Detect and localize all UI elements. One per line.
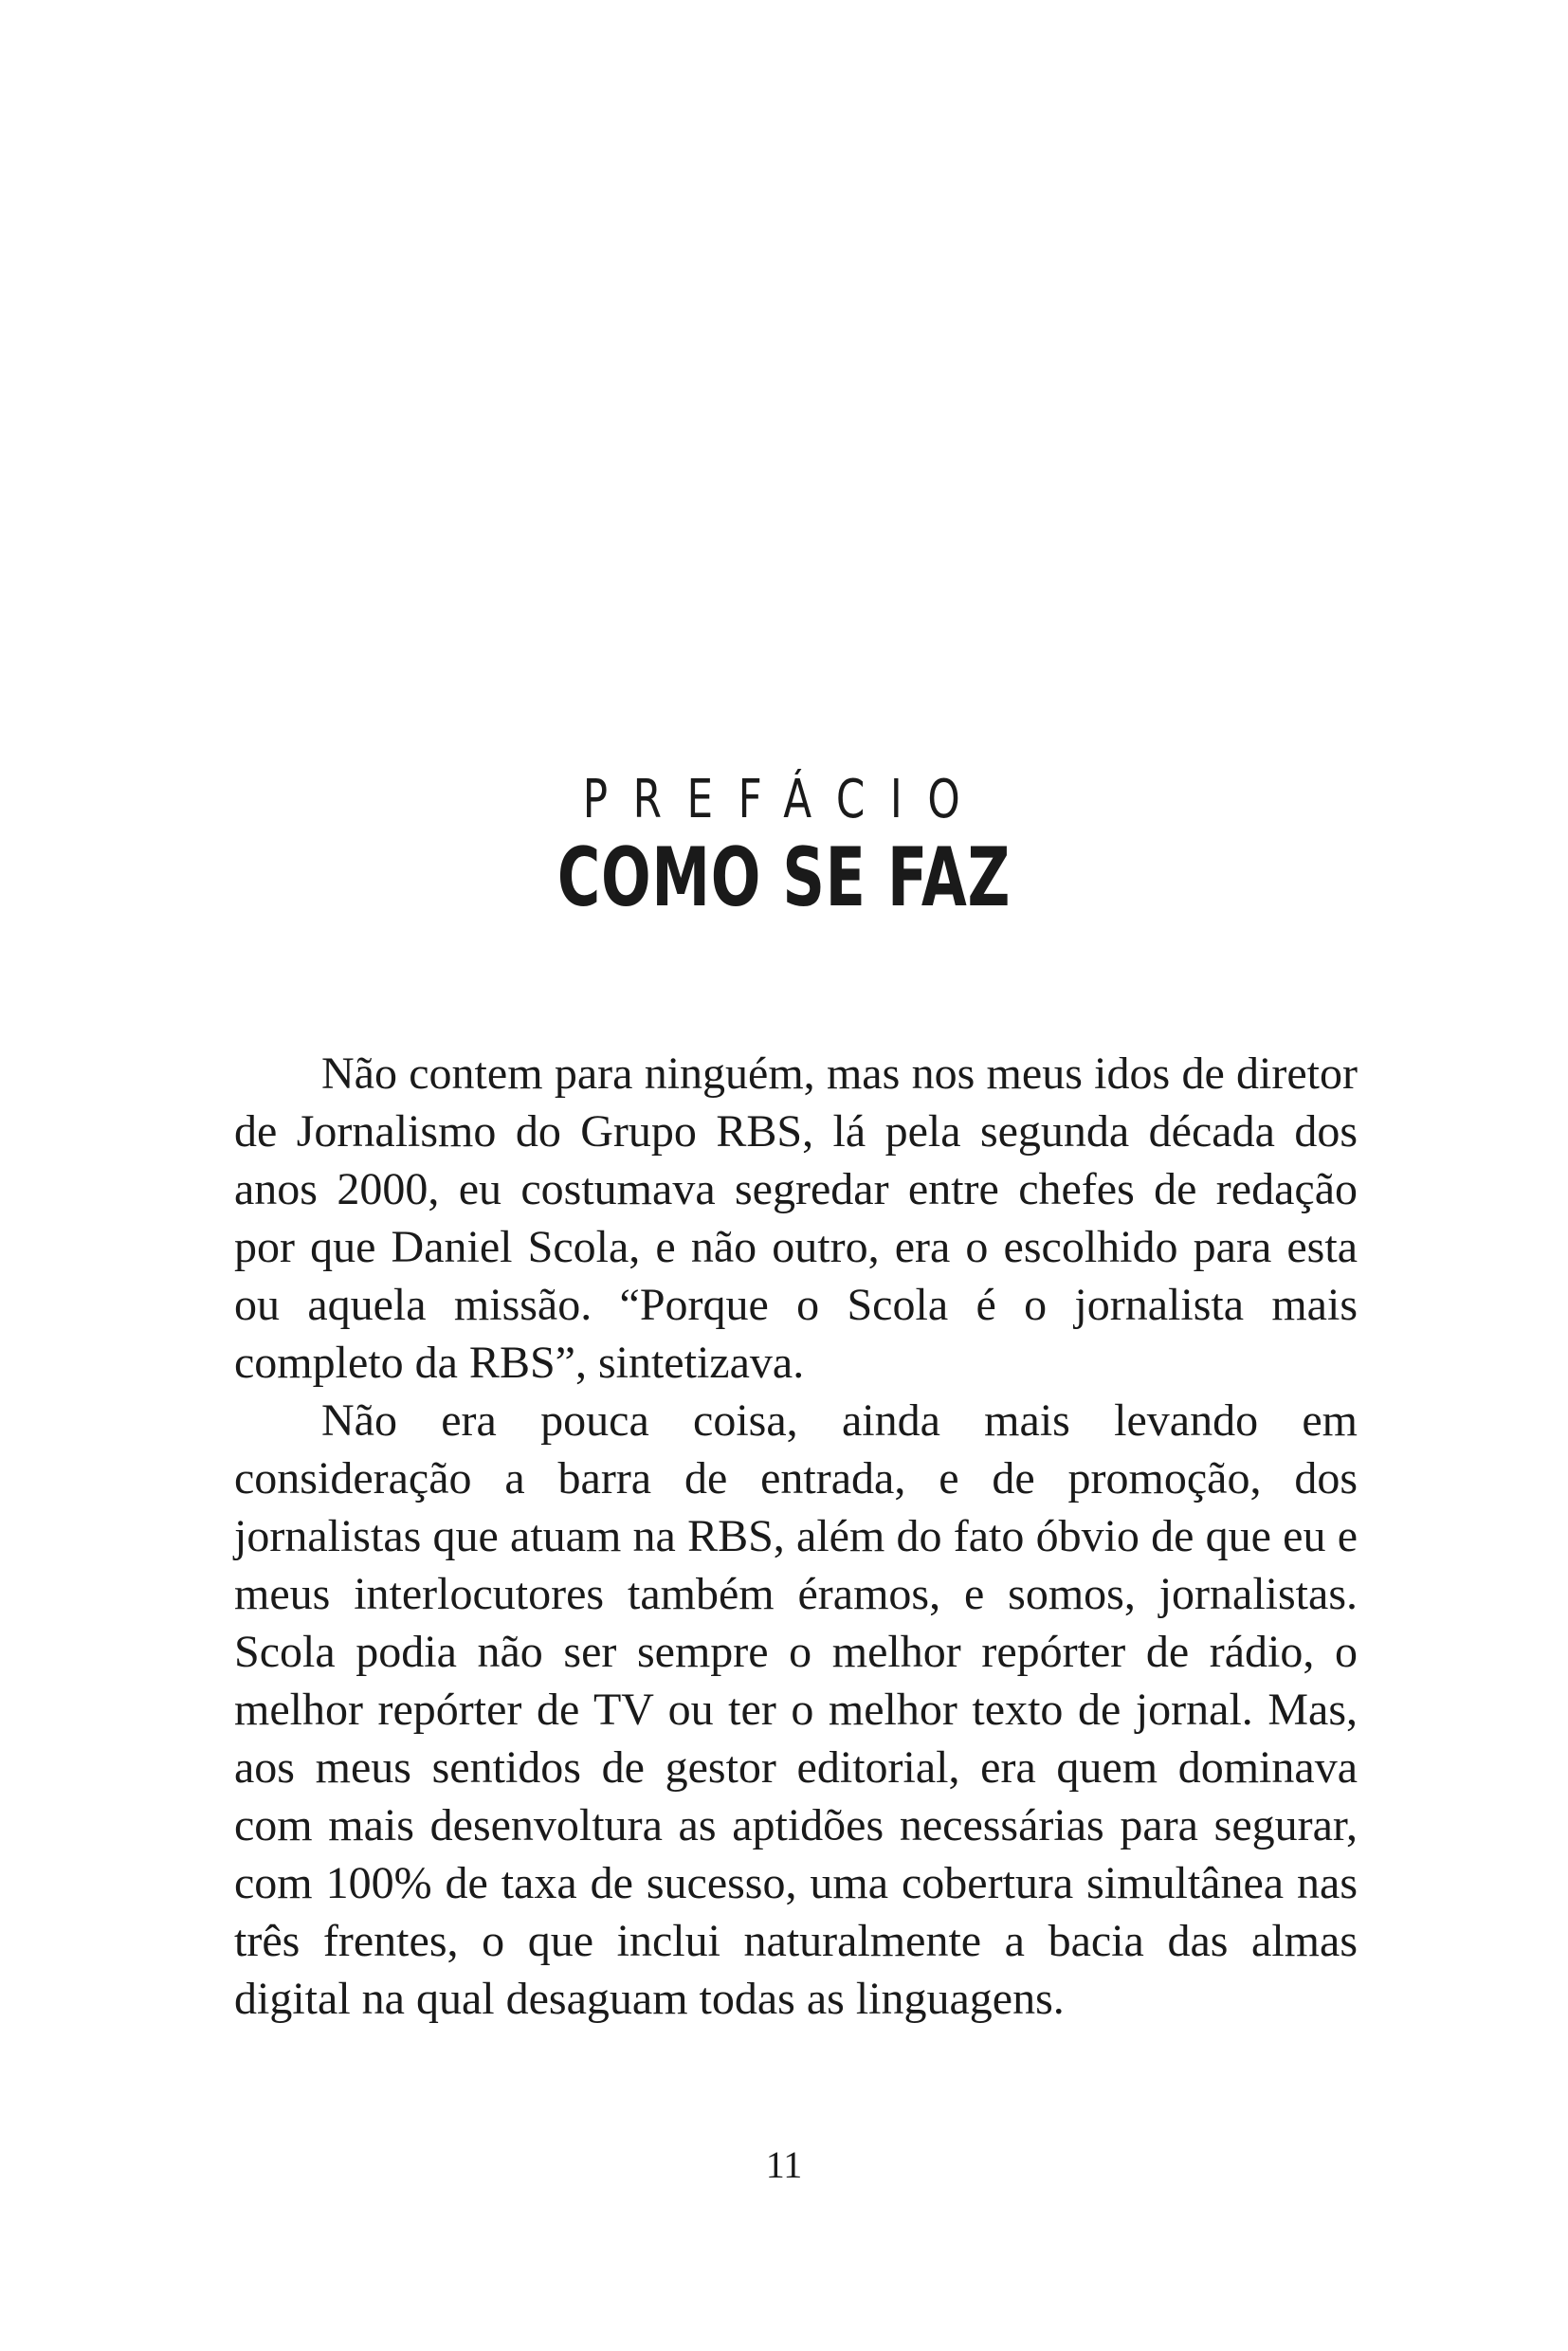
- body-text: [234, 1045, 1358, 2028]
- chapter-title: COMO SE FAZ: [556, 830, 1012, 925]
- paragraph: Não era pouca coisa, ainda mais levando em consideração a barra de entrada, e de promoção, dos jornalistas que atuam na RBS, além do fato óbvio de que eu e meus interlocutores também éramos, e somos, jornalistas. Scola podia não ser sempre o melhor repórter de rádio, o melhor repórter de TV ou ter o melhor texto de jornal. Mas, aos meus sentidos de gestor editorial, era quem dominava com mais desenvoltura as aptidões necessárias para segurar, com 100% de taxa de sucesso, uma cobertura simultânea nas três frentes, o que inclui naturalmente a bacia das almas digital na qual desaguam todas as linguagens.: [234, 1395, 1358, 2024]
- chapter-kicker: PREFÁCIO: [582, 769, 986, 830]
- paragraph: Não contem para ninguém, mas nos meus idos de diretor de Jornalismo do Grupo RBS, lá pela segunda década dos anos 2000, eu costumava segredar entre chefes de redação por que Daniel Scola, e não outro, era o escolhido para esta ou aquela missão. “Porque o Scola é o jornalista mais completo da RBS”, sintetizava.: [234, 1048, 1358, 1388]
- page-number: 11: [765, 2143, 803, 2186]
